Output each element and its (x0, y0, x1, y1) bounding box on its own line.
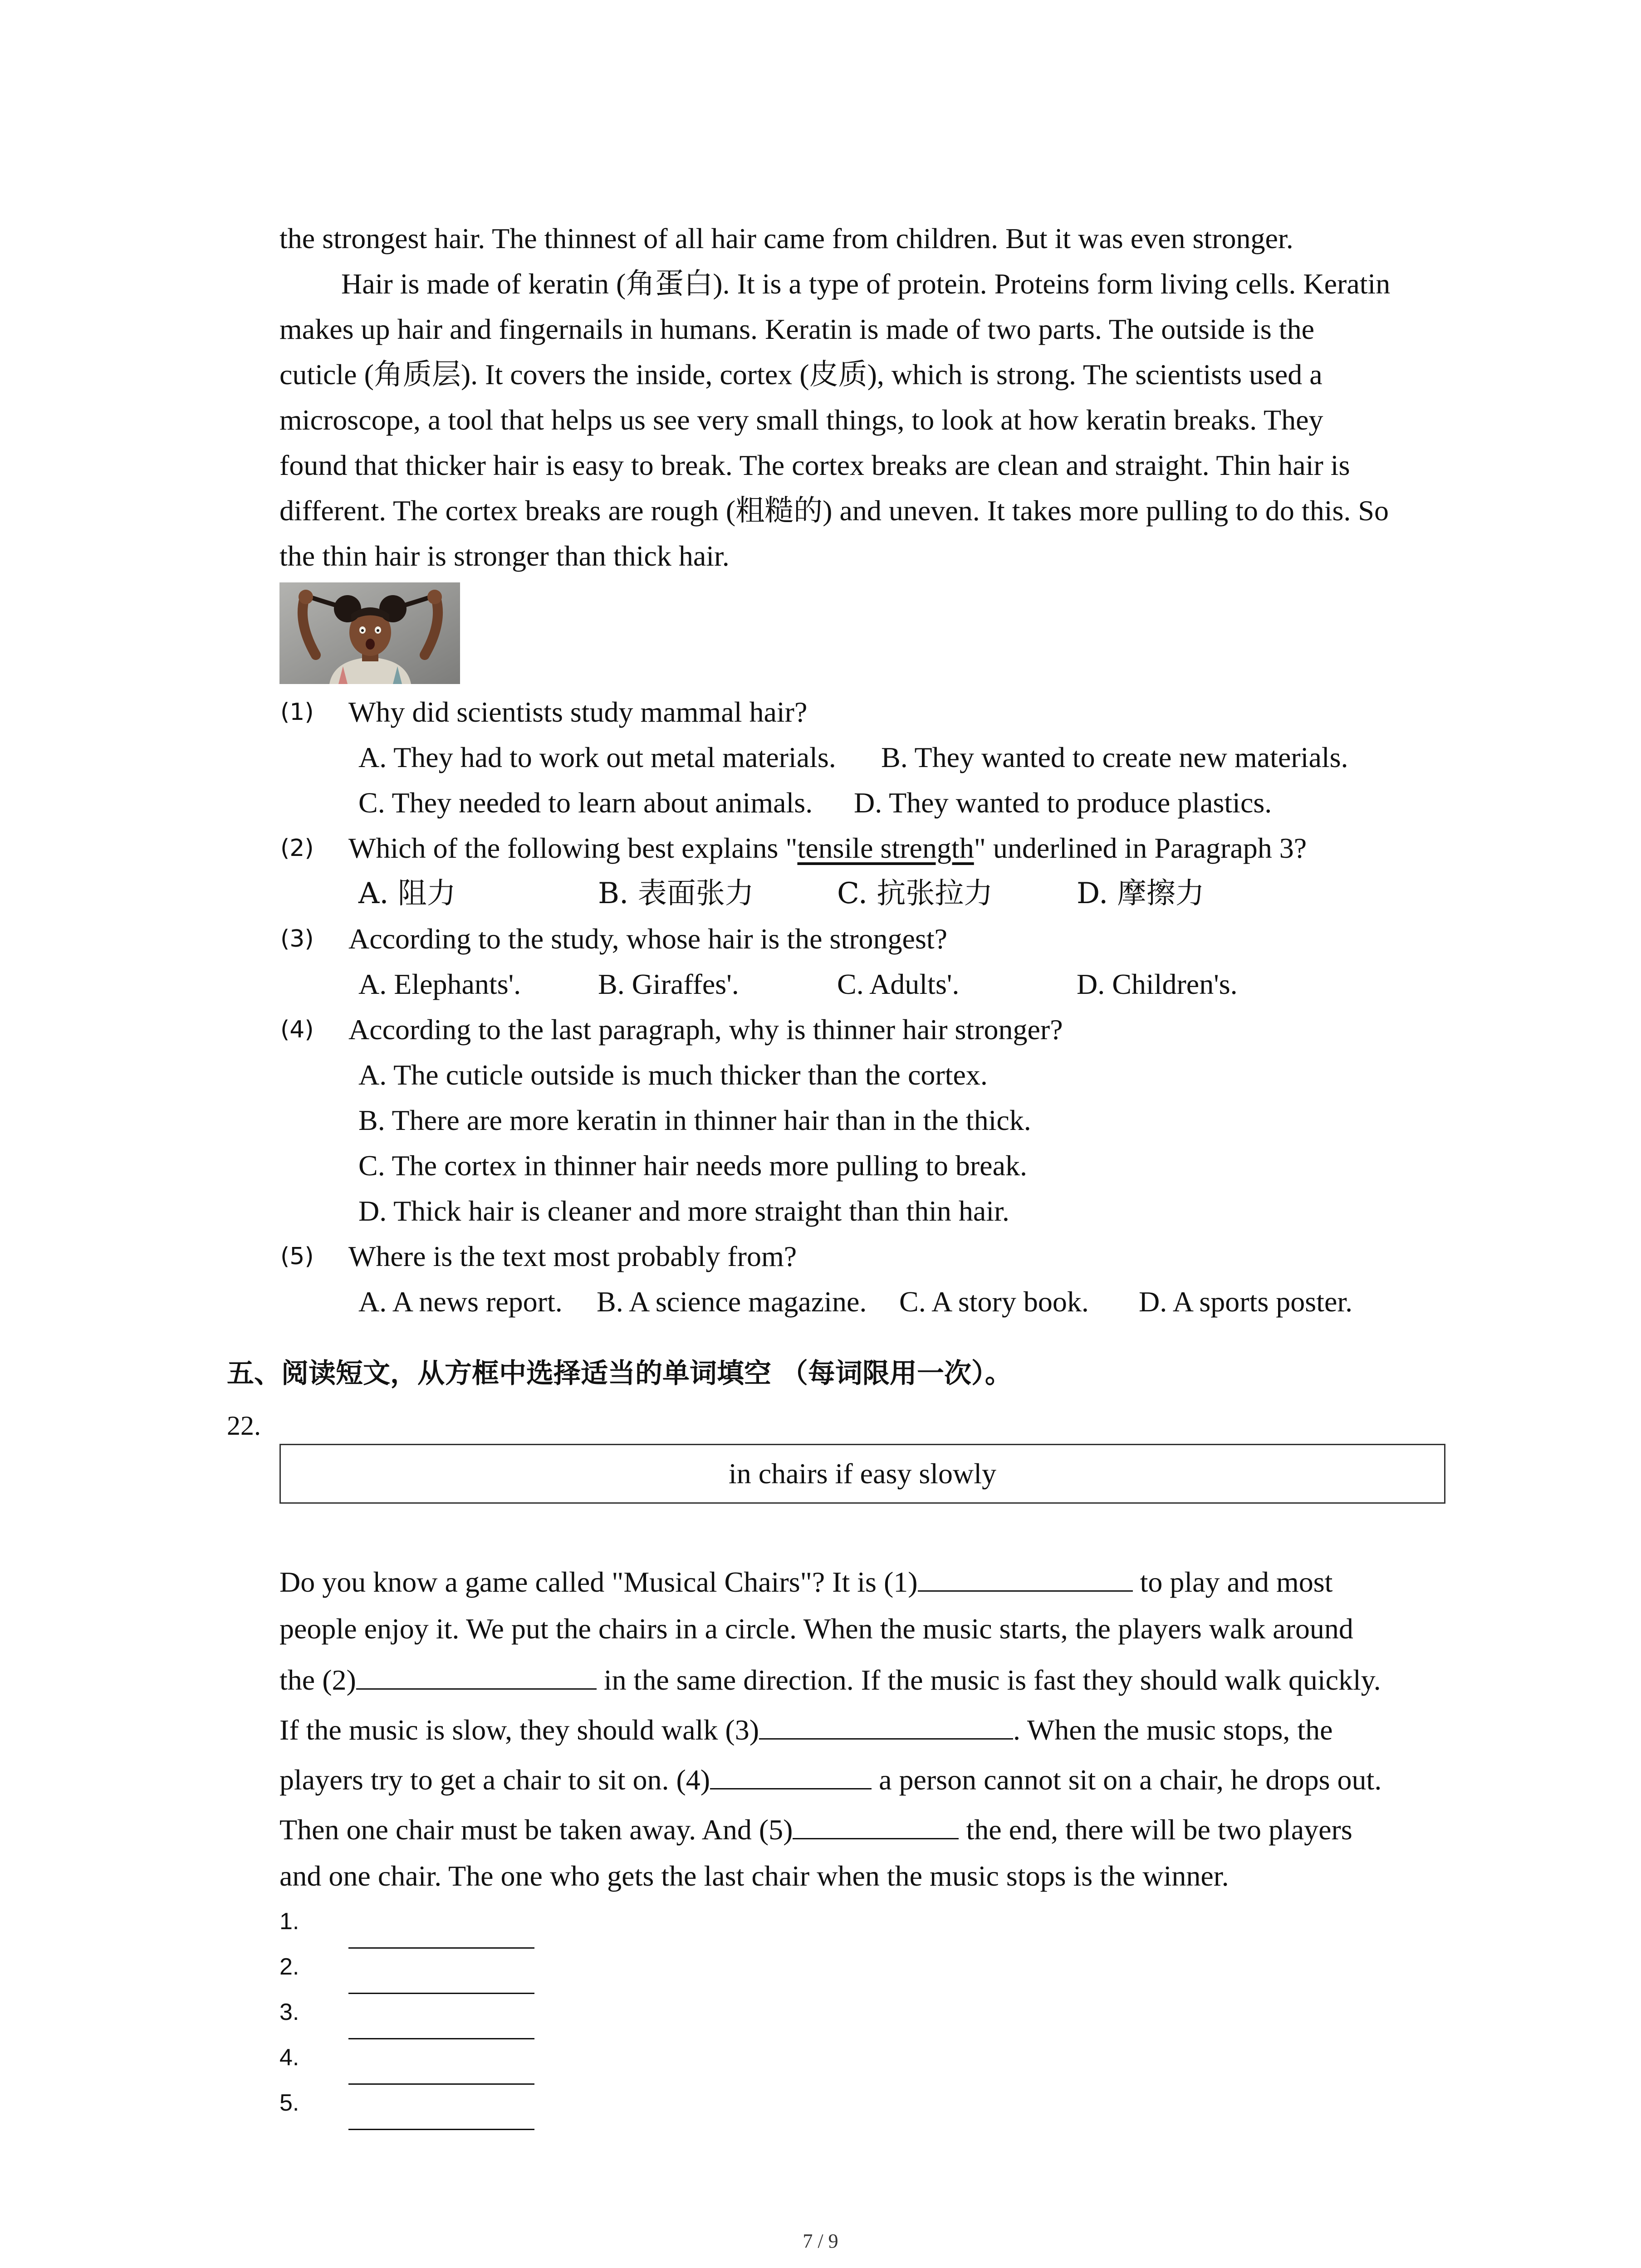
answer-number: 5. (279, 2090, 299, 2116)
question-stem: According to the study, whose hair is the strongest? (348, 923, 948, 955)
answer-line-5[interactable] (348, 2129, 534, 2130)
cloze-line: Do you know a game called "Musical Chairs"? It is (1) to play and most (279, 1559, 1332, 1605)
answer-line-3[interactable] (348, 2038, 534, 2039)
blank-1[interactable] (918, 1559, 1133, 1592)
option-b: B. Giraffes'. (598, 968, 739, 1000)
question-number: (1) (280, 699, 314, 726)
cloze-line: people enjoy it. We put the chairs in a circle. When the music starts, the players walk around (279, 1613, 1353, 1645)
blank-3[interactable] (759, 1706, 1013, 1740)
answer-line-1[interactable] (348, 1947, 534, 1949)
option-a: A. They had to work out metal materials. (358, 741, 836, 773)
page-number: 7 / 9 (803, 2230, 838, 2252)
answer-line-2[interactable] (348, 1993, 534, 1994)
option-b: B. There are more keratin in thinner hair than in the thick. (358, 1104, 1031, 1136)
cloze-line: players try to get a chair to sit on. (4) a person cannot sit on a chair, he drops out. (279, 1756, 1381, 1803)
answer-number: 3. (279, 1999, 299, 2025)
question-number: (5) (280, 1243, 314, 1270)
blank-5[interactable] (793, 1806, 959, 1839)
option-d: D. A sports poster. (1139, 1286, 1353, 1318)
option-c: C. The cortex in thinner hair needs more pulling to break. (358, 1149, 1027, 1182)
question-number: 22. (227, 1411, 261, 1441)
passage-line: the thin hair is stronger than thick hair. (279, 540, 730, 572)
option-b: B. A science magazine. (597, 1286, 867, 1318)
option-d: D. Children's. (1077, 968, 1238, 1000)
option-d: D. They wanted to produce plastics. (854, 787, 1272, 819)
passage-line: Hair is made of keratin (角蛋白). It is a type of protein. Proteins form living cells. Keratin (341, 268, 1391, 300)
question-number: (4) (280, 1016, 314, 1043)
question-number: (2) (280, 835, 314, 862)
passage-line: makes up hair and fingernails in humans. Keratin is made of two parts. The outside is the (279, 313, 1314, 345)
question-stem: Where is the text most probably from? (348, 1240, 797, 1272)
cloze-line: If the music is slow, they should walk (3) . When the music stops, the (279, 1706, 1333, 1753)
question-stem: According to the last paragraph, why is thinner hair stronger? (348, 1013, 1063, 1046)
passage-line: the strongest hair. The thinnest of all hair came from children. But it was even stronger. (279, 222, 1293, 254)
option-c: C. They needed to learn about animals. (358, 787, 813, 819)
passage-line: different. The cortex breaks are rough (粗糙的) and uneven. It takes more pulling to do this. So (279, 494, 1389, 527)
blank-4[interactable] (710, 1756, 872, 1789)
passage-line: found that thicker hair is easy to break. The cortex breaks are clean and straight. Thin hair is (279, 449, 1350, 481)
underlined-term: tensile strength (797, 832, 974, 864)
option-d: D. Thick hair is cleaner and more straight than thin hair. (358, 1195, 1009, 1227)
option-b: B. 表面张力 (598, 877, 754, 910)
option-a: A. The cuticle outside is much thicker than the cortex. (358, 1059, 988, 1091)
option-c: C. A story book. (899, 1286, 1089, 1318)
girl-pulling-hair-photo (279, 582, 460, 684)
cloze-line: and one chair. The one who gets the last chair when the music stops is the winner. (279, 1860, 1229, 1892)
passage-line: microscope, a tool that helps us see very small things, to look at how keratin breaks. They (279, 404, 1323, 436)
question-number: (3) (280, 925, 314, 953)
cloze-line: the (2) in the same direction. If the music is fast they should walk quickly. (279, 1657, 1381, 1703)
option-a: A. A news report. (358, 1286, 563, 1318)
option-a: A. Elephants'. (358, 968, 521, 1000)
passage-line: cuticle (角质层). It covers the inside, cortex (皮质), which is strong. The scientists used a (279, 358, 1323, 391)
question-stem: Why did scientists study mammal hair? (348, 696, 808, 728)
answer-number: 1. (279, 1908, 299, 1935)
option-b: B. They wanted to create new materials. (881, 741, 1348, 773)
option-d: D. 摩擦力 (1077, 877, 1205, 910)
option-c: C. 抗张拉力 (837, 877, 993, 910)
option-a: A. 阻力 (358, 877, 456, 910)
option-c: C. Adults'. (837, 968, 960, 1000)
section-heading: 五、阅读短文，从方框中选择适当的单词填空 （每词限用一次）。 (227, 1358, 1012, 1389)
answer-number: 4. (279, 2044, 299, 2071)
answer-number: 2. (279, 1954, 299, 1980)
question-stem: Which of the following best explains "tensile strength" underlined in Paragraph 3? (348, 832, 1307, 864)
blank-2[interactable] (356, 1657, 597, 1690)
cloze-line: Then one chair must be taken away. And (5) the end, there will be two players (279, 1806, 1352, 1853)
word-box: in chairs if easy slowly (279, 1444, 1445, 1504)
answer-line-4[interactable] (348, 2083, 534, 2085)
